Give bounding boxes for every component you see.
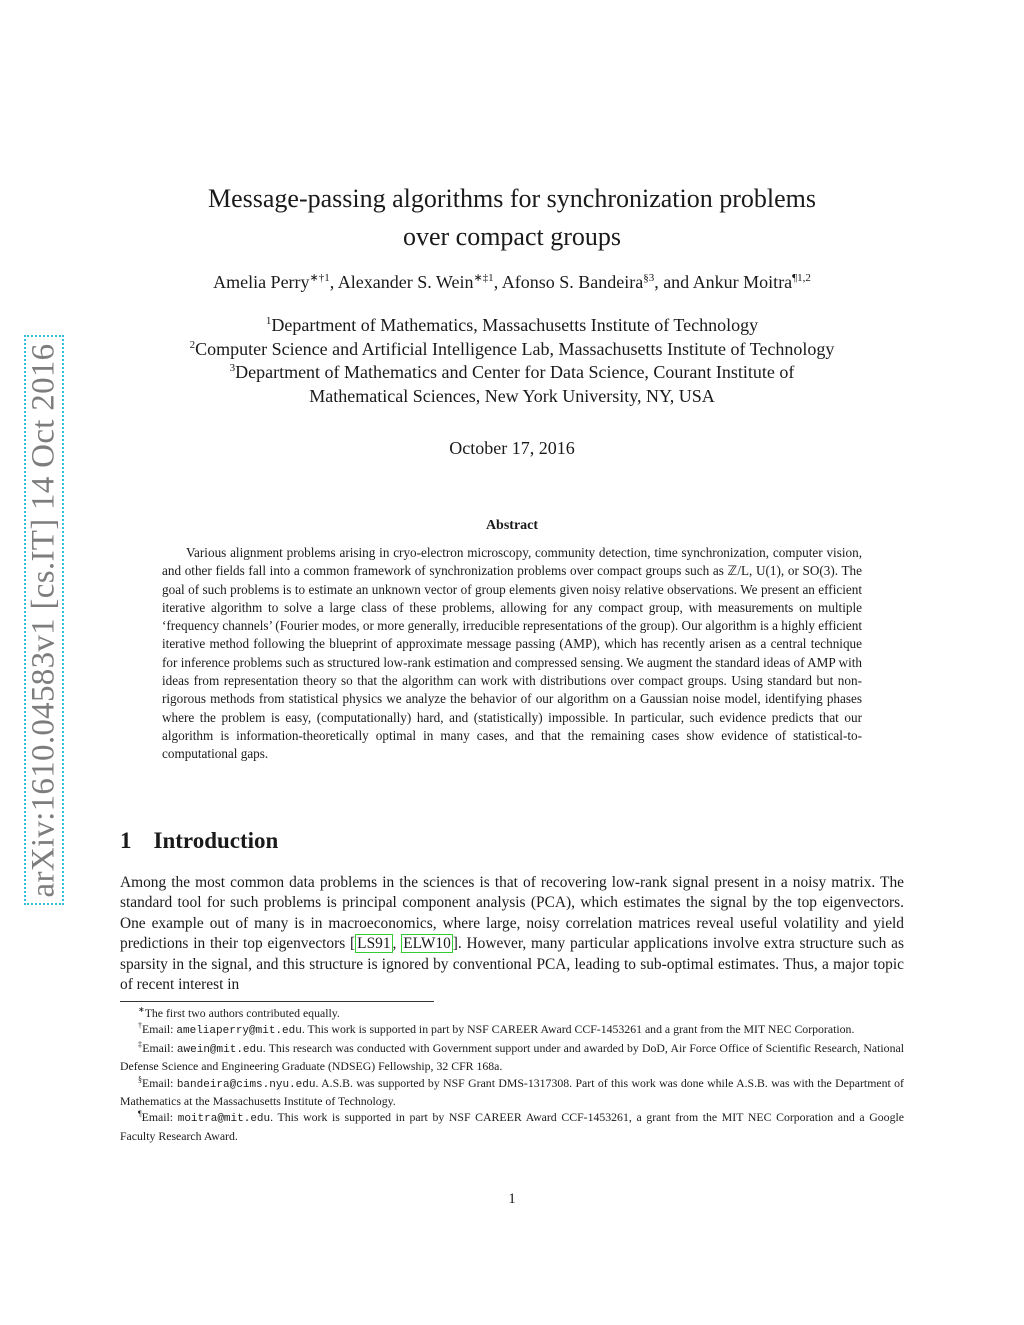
author-name: Ankur Moitra xyxy=(692,272,793,292)
affiliation-text: Department of Mathematics, Massachusetts Institute of Technology xyxy=(271,315,759,335)
affiliation-text: Computer Science and Artificial Intelligence Lab, Massachusetts Institute of Technology xyxy=(195,338,835,359)
footnote-mark: § xyxy=(138,1074,142,1084)
intro-text-part: ]. However, many particular applications involve extra structure such as sparsity in the signal, and this structure is ignored by conventional PCA, leading to sub-optimal estimates. Thus, a major topic of recent interest in xyxy=(120,935,904,994)
footnote-mark: ¶ xyxy=(138,1109,142,1119)
email-address[interactable]: awein@mit.edu xyxy=(176,1043,263,1056)
footnote-text: . This work is supported in part by NSF CAREER Award CCF-1453261 and a grant from the MIT NEC Corporation. xyxy=(301,1022,855,1037)
footnote-text: . This work is supported in part by NSF CAREER Award CCF-1453261, a grant from the MIT NEC Corporation and a Google Faculty Research Award. xyxy=(120,1110,904,1143)
affiliation-text: Mathematical Sciences, New York University, NY, USA xyxy=(309,385,715,406)
footnote xyxy=(120,1075,904,1110)
author-separator: , xyxy=(329,272,338,292)
title-line-2: over compact groups xyxy=(402,222,622,251)
author-name: Alexander S. Wein xyxy=(337,272,474,292)
section-title: Introduction xyxy=(153,828,279,853)
author-separator: , xyxy=(493,272,502,292)
footnote xyxy=(120,1021,904,1039)
page-number: 1 xyxy=(508,1191,516,1207)
citation-link[interactable]: ELW10 xyxy=(403,935,451,953)
author-name: Amelia Perry xyxy=(213,272,310,292)
author-name: Afonso S. Bandeira xyxy=(501,272,644,292)
footnote-text: The first two authors contributed equally. xyxy=(144,1006,340,1020)
footnote-mark: ∗ xyxy=(138,1005,145,1015)
paper-title xyxy=(150,180,874,256)
title-line-1: Message-passing algorithms for synchronization problems xyxy=(208,184,816,213)
affiliation xyxy=(110,314,914,338)
footnote xyxy=(120,1109,904,1144)
author-separator: , and xyxy=(654,272,693,292)
footnote-mark: ‡ xyxy=(138,1039,143,1049)
author-marks: ∗†1 xyxy=(309,272,330,284)
abstract-heading: Abstract xyxy=(485,518,539,533)
arxiv-stamp xyxy=(24,335,64,905)
footnote-text: Email: xyxy=(142,1040,177,1055)
footnote-text: Email: xyxy=(142,1075,177,1090)
footnote-text: . A.S.B. was supported by NSF Grant DMS-1317308. Part of this work was done while A.S.B. was with the Department of Mathematics at the Massachusetts Institute of Technology. xyxy=(120,1075,904,1109)
arxiv-id: arXiv:1610.04583v1 [cs.IT] 14 Oct 2016 xyxy=(25,343,62,897)
affiliation-text: Department of Mathematics and Center for Data Science, Courant Institute of xyxy=(235,362,795,382)
footnote-mark: † xyxy=(138,1021,142,1031)
footnotes xyxy=(120,1005,904,1144)
citation-separator: , xyxy=(392,935,402,953)
intro-text-part: Among the most common data problems in the sciences is that of recovering low-rank signal present in a noisy matrix. The standard tool for such problems is principal component analysis (PCA), which estimates the signal by the top eigenvectors. One example out of many is in macroeconomics, where large, noisy correlation matrices reveal useful volatility and yield predictions in their top eigenvectors [ xyxy=(120,874,904,953)
email-address[interactable]: bandeira@cims.nyu.edu xyxy=(176,1078,316,1091)
affiliation-number: 3 xyxy=(229,362,236,374)
email-address[interactable]: moitra@mit.edu xyxy=(177,1113,271,1126)
affiliation-number: 2 xyxy=(189,338,196,351)
email-address[interactable]: ameliaperry@mit.edu xyxy=(176,1025,302,1038)
affiliation xyxy=(110,385,914,409)
footnote-text: Email: xyxy=(141,1110,178,1125)
author-marks: ¶1,2 xyxy=(792,272,811,284)
abstract-text: Various alignment problems arising in cryo-electron microscopy, community detection, time synchronization, computer vision, and other fields fall into a common framework of synchronization problems over compact groups such as ℤ/L, U(1), or SO(3). The goal of such problems is to estimate an unknown vector of group elements given noisy relative observations. We present an efficient iterative algorithm to solve a large class of these problems, allowing for any compact group, with measurements on multiple ‘frequency channels’ (Fourier modes, or more generally, irreducible representations of the group). Our algorithm is a highly efficient iterative method following the blueprint of approximate message passing (AMP), which has recently arisen as a central technique for inference problems such as structured low-rank estimation and compressed sensing. We augment the standard ideas of AMP with ideas from representation theory so that the algorithm can work with distributions over compact groups. Using standard but non-rigorous methods from statistical physics we analyze the behavior of our algorithm on a Gaussian noise model, identifying phases where the problem is easy, (computationally) hard, and (statistically) impossible. In particular, such evidence predicts that our algorithm is information-theoretically optimal in many cases, and that the remaining cases show evidence of statistical-to-computational gaps. xyxy=(162,545,862,762)
footnote-text: . This research was conducted with Government support under and awarded by DoD, Air Force Office of Scientific Research, National Defense Science and Engineering Graduate (NDSEG) Fellowship, 32 CFR 168a. xyxy=(120,1040,904,1074)
affiliation-number: 1 xyxy=(265,315,272,327)
footnote xyxy=(120,1040,904,1075)
author-marks: ∗‡1 xyxy=(473,272,494,284)
affiliation xyxy=(110,338,914,362)
affiliation xyxy=(110,361,914,385)
footnote-text: Email: xyxy=(142,1022,177,1037)
footnote-divider xyxy=(120,1001,434,1002)
paper-date: October 17, 2016 xyxy=(449,438,575,458)
introduction-text xyxy=(120,873,904,995)
affiliations xyxy=(110,314,914,408)
citation-link[interactable]: LS91 xyxy=(357,935,391,953)
author-marks: §3 xyxy=(643,272,655,284)
section-number: 1 xyxy=(120,828,132,853)
footnote xyxy=(120,1005,904,1021)
author-list xyxy=(110,272,914,293)
section-heading xyxy=(120,828,278,854)
